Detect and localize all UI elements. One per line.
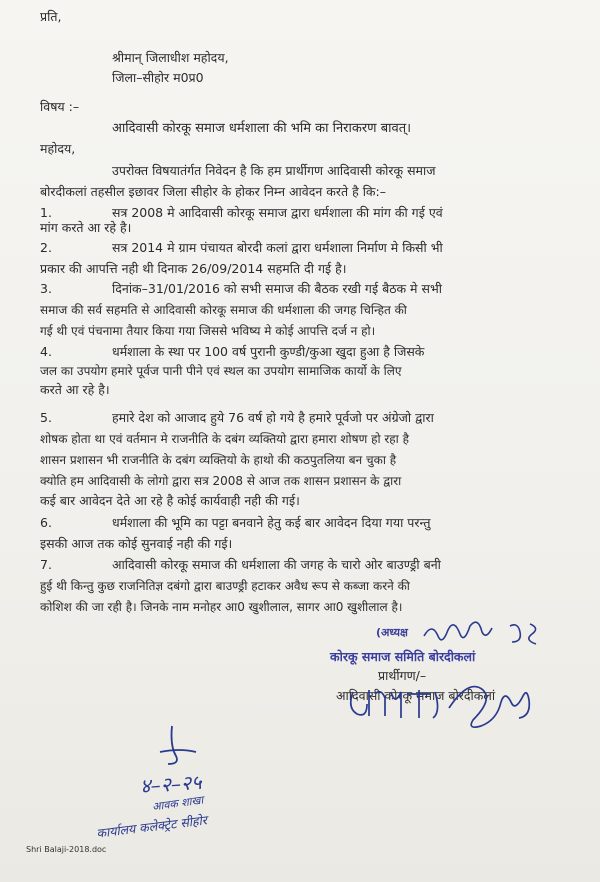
point-5-line-2: शोषक होता था एवं वर्तमान मे राजनीति के दबंग व्यक्तियो द्वारा हमारा शोषण हो रहा है bbox=[40, 432, 409, 446]
point-number-3: 3. bbox=[40, 281, 52, 296]
receipt-date: ४–२–२५ bbox=[139, 769, 203, 799]
petitioner-label: प्रार्थीगण/– bbox=[378, 668, 427, 683]
point-number-1: 1. bbox=[40, 205, 52, 220]
point-number-6: 6. bbox=[40, 515, 52, 530]
point-number-2: 2. bbox=[40, 240, 52, 255]
president-stamp: (अध्यक्ष bbox=[376, 626, 408, 639]
point-7-line-2: हुई थी किन्तु कुछ राजनितिज्ञ दबंगो द्वारा बाउण्ड्री हटाकर अवैध रूप से कब्जा करने की bbox=[40, 579, 410, 593]
point-number-5: 5. bbox=[40, 410, 52, 425]
footer-filename: Shri Balaji-2018.doc bbox=[26, 845, 107, 854]
intro-line-2: बोरदीकलां तहसील इछावर जिला सीहोर के होकर निम्न आवेदन करते है कि:– bbox=[40, 184, 386, 199]
point-5-line-4: क्योति हम आदिवासी के लोगो द्वारा सत्र 2008 से आज तक शासन प्रशासन के द्वारा bbox=[40, 474, 402, 488]
salutation: महोदय, bbox=[40, 141, 76, 156]
point-2-line-1: सत्र 2014 मे ग्राम पंचायत बोरदी कलां द्वारा धर्मशाला निर्माण मे किसी भी bbox=[112, 240, 443, 255]
receipt-initial bbox=[150, 722, 210, 772]
subject-label: विषय :– bbox=[40, 99, 80, 114]
committee-stamp: कोरकू समाज समिति बोरदीकलां bbox=[330, 649, 476, 664]
point-number-7: 7. bbox=[40, 557, 52, 572]
addressee-line-1: श्रीमान् जिलाधीश महोदय, bbox=[112, 50, 229, 65]
addressee-line-2: जिला–सीहोर म0प्र0 bbox=[112, 70, 204, 85]
point-6-line-2: इसकी आज तक कोई सुनवाई नही की गई। bbox=[40, 536, 233, 551]
president-signature bbox=[420, 618, 560, 648]
point-number-4: 4. bbox=[40, 344, 52, 359]
point-2-line-2: प्रकार की आपत्ति नही थी दिनाक 26/09/2014 सहमति दी गई है। bbox=[40, 261, 347, 276]
point-1-line-1: सत्र 2008 मे आदिवासी कोरकू समाज द्वारा धर्मशाला की मांग की गई एवं bbox=[112, 205, 443, 220]
to-label: प्रति, bbox=[40, 9, 62, 24]
receipt-office: कार्यालय कलेक्ट्रेट सीहोर bbox=[95, 812, 208, 841]
subject-text: आदिवासी कोरकू समाज धर्मशाला की भमि का निराकरण बावत्। bbox=[112, 121, 412, 136]
point-3-line-2: समाज की सर्व सहमति से आदिवासी कोरकू समाज की धर्मशाला की जगह चिन्हित की bbox=[40, 303, 407, 317]
petitioner-signatures bbox=[345, 680, 545, 750]
point-3-line-1: दिनांक–31/01/2016 को सभी समाज की बैठक रखी गई बैठक मे सभी bbox=[112, 281, 442, 296]
point-6-line-1: धर्मशाला की भूमि का पट्टा बनवाने हेतु कई बार आवेदन दिया गया परन्तु bbox=[112, 515, 431, 530]
point-4-line-2: जल का उपयोग हमारे पूर्वज पानी पीने एवं स्थल का उपयोग सामाजिक कार्यो के लिए bbox=[40, 364, 402, 378]
point-5-line-3: शासन प्रशासन भी राजनीति के दबंग व्यक्तियो के हाथो की कठपुतलिया बन चुका है bbox=[40, 453, 397, 467]
point-4-line-3: करते आ रहे है। bbox=[40, 382, 110, 397]
point-5-line-5: कई बार आवेदन देते आ रहे है कोई कार्यवाही नही की गई। bbox=[40, 493, 300, 508]
point-3-line-3: गई थी एवं पंचनामा तैयार किया गया जिससे भविष्य मे कोई आपत्ति दर्ज न हो। bbox=[40, 324, 376, 338]
point-1-line-2: मांग करते आ रहे है। bbox=[40, 220, 132, 235]
petitioner-group: आदिवासी कोरकू समाज बोरदीकलां bbox=[336, 688, 496, 703]
receipt-branch: आवक शाखा bbox=[151, 793, 205, 814]
point-7-line-1: आदिवासी कोरकू समाज की धर्मशाला की जगह के चारो ओर बाउण्ड्री बनी bbox=[112, 557, 441, 572]
point-5-line-1: हमारे देश को आजाद हुये 76 वर्ष हो गये है हमारे पूर्वजो पर अंग्रेजो द्वारा bbox=[112, 410, 434, 425]
point-4-line-1: धर्मशाला के स्था पर 100 वर्ष पुरानी कुण्डी/कुआ खुदा हुआ है जिसके bbox=[112, 344, 425, 359]
point-7-line-3: कोशिश की जा रही है। जिनके नाम मनोहर आ0 खुशीलाल, सागर आ0 खुशीलाल है। bbox=[40, 600, 403, 614]
intro-line-1: उपरोक्त विषयातंर्गत निवेदन है कि हम प्रार्थीगण आदिवासी कोरकू समाज bbox=[112, 163, 436, 178]
